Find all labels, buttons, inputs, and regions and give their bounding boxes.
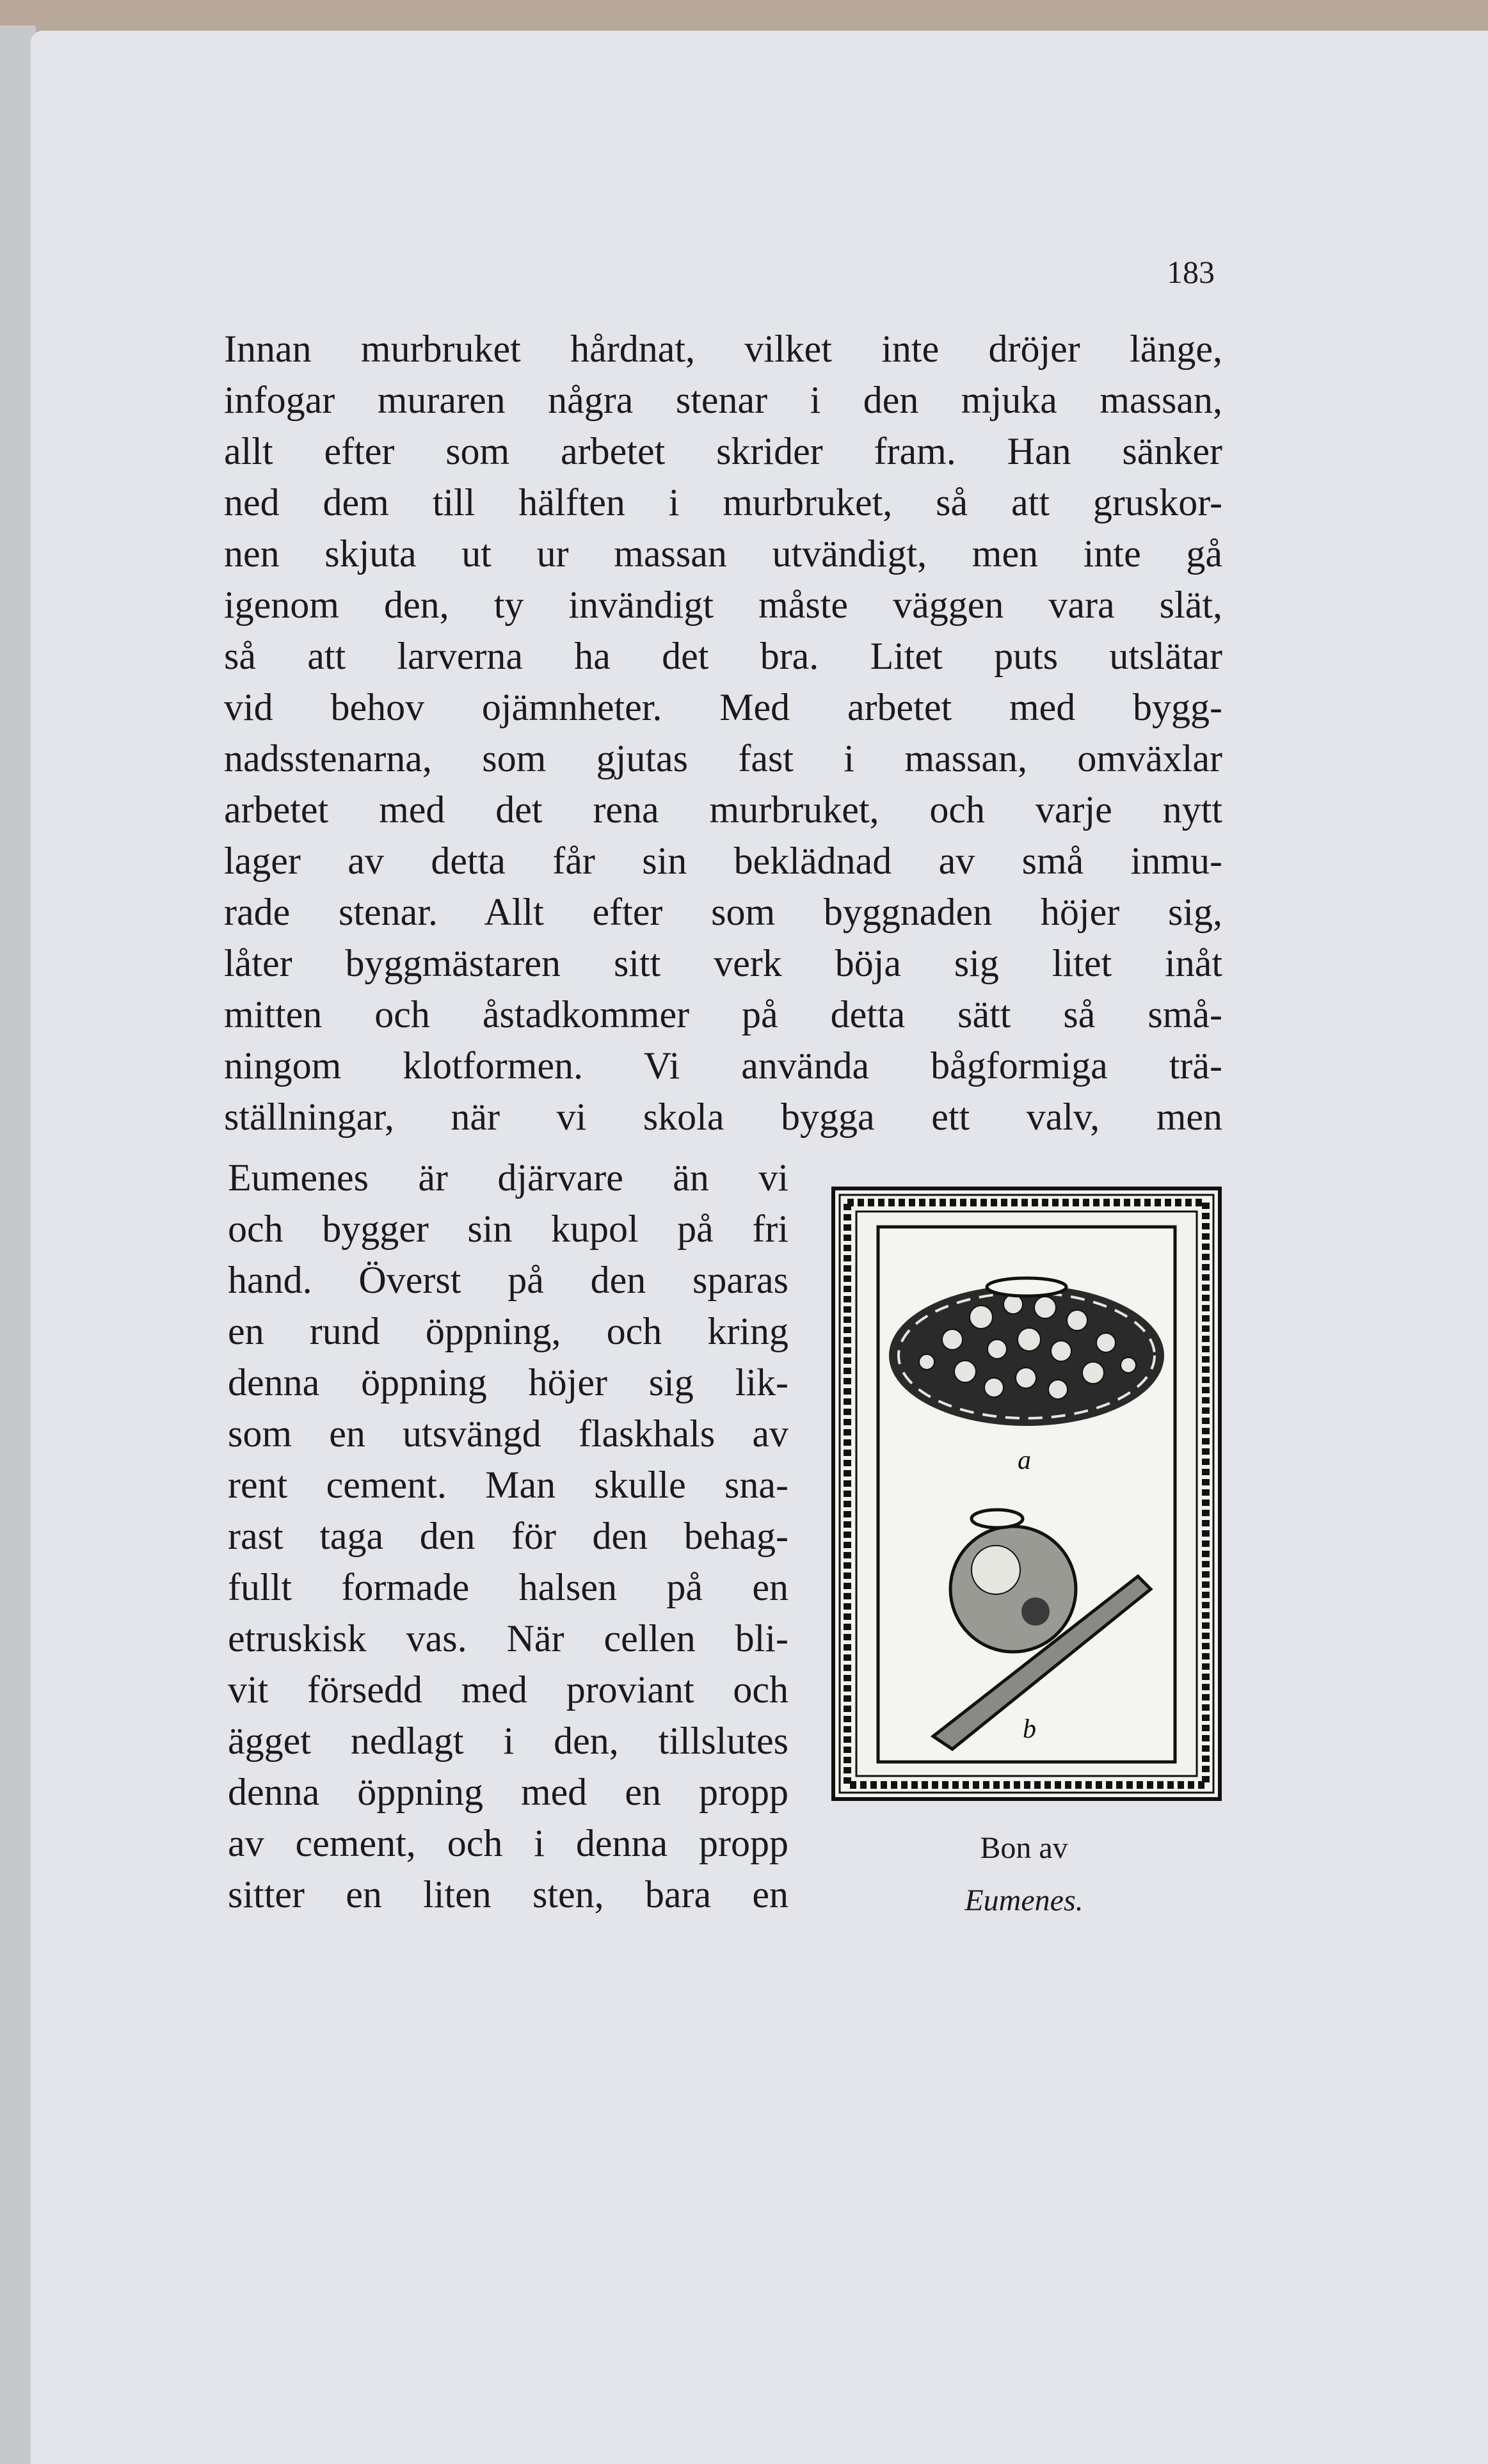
text-line: ningom klotformen. Vi använda bågformiga trä- (224, 1044, 1222, 1087)
text-line: sitter en liten sten, bara en (228, 1873, 788, 1916)
text-line: och bygger sin kupol på fri (228, 1208, 788, 1250)
text-line: en rund öppning, och kring (228, 1310, 788, 1352)
text-line: vit försedd med proviant och (228, 1668, 788, 1711)
text-line: etruskisk vas. När cellen bli- (228, 1617, 788, 1660)
text-line: ned dem till hälften i murbruket, så att gruskor- (224, 481, 1222, 524)
text-line: rast taga den för den behag- (228, 1515, 788, 1557)
text-line: så att larverna ha det bra. Litet puts utslätar (224, 635, 1222, 677)
text-line: ställningar, när vi skola bygga ett valv, men (224, 1096, 1222, 1138)
figure-label-b: b (1023, 1715, 1036, 1744)
text-line: nadsstenarna, som gjutas fast i massan, omväxlar (224, 737, 1222, 780)
text-line: låter byggmästaren sitt verk böja sig litet inåt (224, 942, 1222, 984)
text-line: allt efter som arbetet skrider fram. Han sänker (224, 430, 1222, 472)
text-line: Innan murbruket hårdnat, vilket inte dröjer länge, (224, 328, 1222, 370)
text-line: denna öppning med en propp (228, 1771, 788, 1813)
figure-label-a: a (1018, 1446, 1031, 1475)
text-line: fullt formade halsen på en (228, 1566, 788, 1608)
text-line: ägget nedlagt i den, tillslutes (228, 1720, 788, 1762)
text-line: av cement, och i denna propp (228, 1822, 788, 1864)
page-number: 183 (1167, 254, 1215, 290)
text-line: vid behov ojämnheter. Med arbetet med bygg- (224, 686, 1222, 728)
text-line: lager av detta får sin beklädnad av små inmu- (224, 840, 1222, 882)
text-line: arbetet med det rena murbruket, och varje nytt (224, 788, 1222, 831)
text-line: nen skjuta ut ur massan utvändigt, men inte gå (224, 532, 1222, 575)
text-line: rent cement. Man skulle sna- (228, 1464, 788, 1506)
text-line: denna öppning höjer sig lik- (228, 1361, 788, 1404)
figure-caption-line1: Bon av (980, 1831, 1068, 1865)
nest-illustration (831, 1186, 1222, 1802)
text-line: rade stenar. Allt efter som byggnaden höjer sig, (224, 891, 1222, 933)
text-line: infogar muraren några stenar i den mjuka massan, (224, 379, 1222, 421)
text-line: igenom den, ty invändigt måste väggen vara slät, (224, 584, 1222, 626)
text-line: som en utsvängd flaskhals av (228, 1412, 788, 1455)
text-line: hand. Överst på den sparas (228, 1259, 788, 1301)
figure-caption-line2: Eumenes. (964, 1884, 1084, 1917)
text-line: mitten och åstadkommer på detta sätt så små- (224, 993, 1222, 1036)
text-line: Eumenes är djärvare än vi (228, 1156, 788, 1199)
